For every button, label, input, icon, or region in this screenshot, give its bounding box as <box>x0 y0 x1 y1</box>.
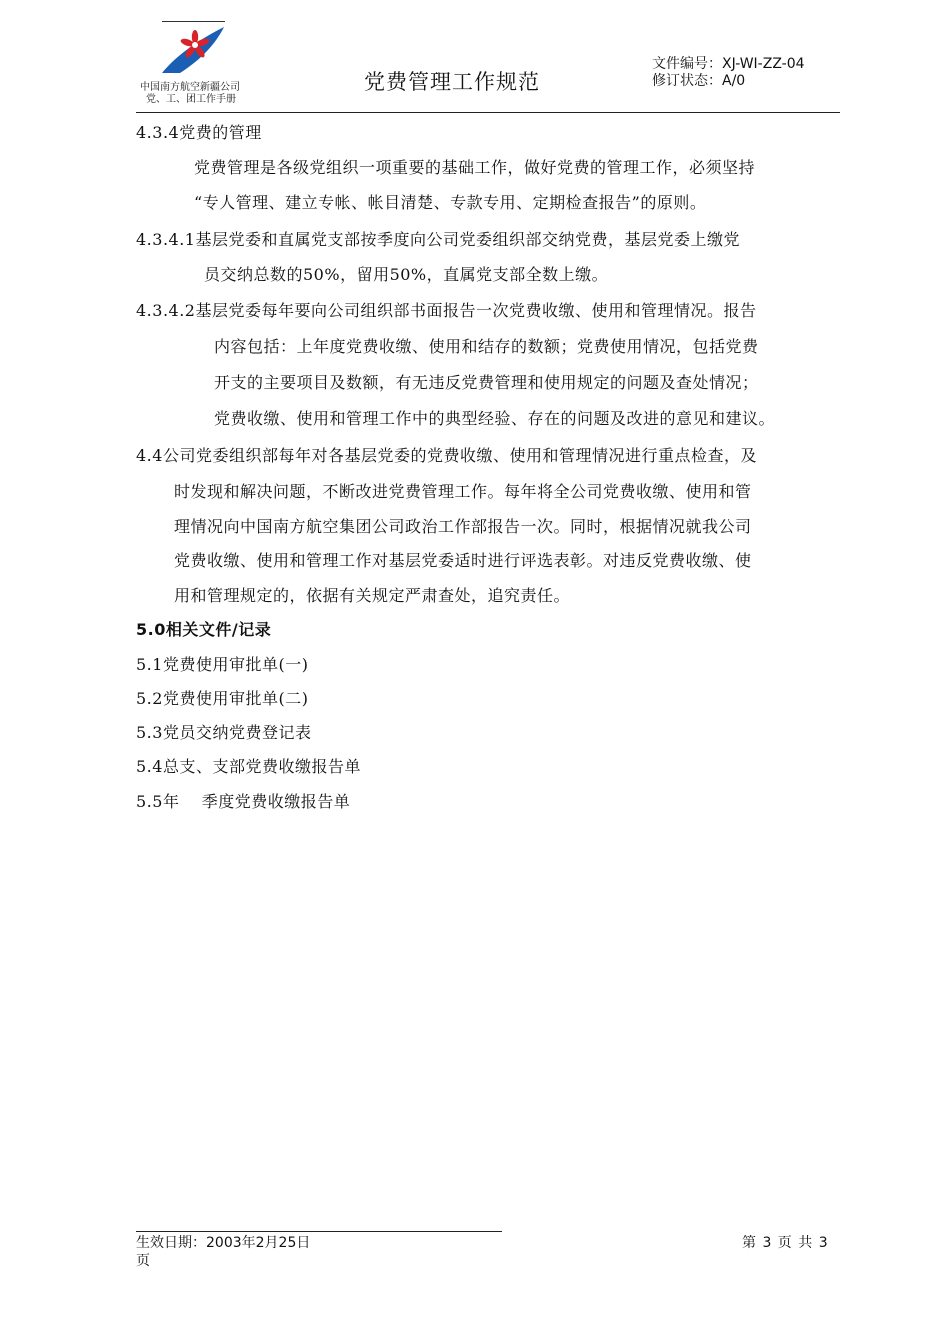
page-info: 第 3 页 共 3 <box>742 1235 829 1251</box>
company-name <box>140 82 240 106</box>
paragraph-line: 内容包括：上年度党费收缴、使用和结存的数额；党费使用情况，包括党费 <box>214 337 759 356</box>
paragraph-line: 理情况向中国南方航空集团公司政治工作部报告一次。同时，根据情况就我公司 <box>174 517 752 536</box>
header-rule <box>136 112 840 113</box>
record-item: 5.4总支、支部党费收缴报告单 <box>136 757 361 776</box>
paragraph-line: 党费管理是各级党组织一项重要的基础工作，做好党费的管理工作，必须坚持 <box>194 158 756 177</box>
record-item: 5.3党员交纳党费登记表 <box>136 723 312 742</box>
paragraph-line: 员交纳总数的50%，留用50%，直属党支部全数上缴。 <box>204 265 609 284</box>
section-heading-4-3-4: 4.3.4党费的管理 <box>136 123 262 142</box>
company-line-2: 党、工、团工作手册 <box>146 94 236 105</box>
paragraph-line: 用和管理规定的，依据有关规定严肃查处，追究责任。 <box>174 586 571 605</box>
record-item: 5.1党费使用审批单(一) <box>136 655 309 674</box>
company-line-1: 中国南方航空新疆公司 <box>140 82 240 93</box>
paragraph-line: 开支的主要项目及数额，有无违反党费管理和使用规定的问题及查处情况； <box>214 373 759 392</box>
doc-number: 文件编号：XJ-WI-ZZ-04 <box>652 56 805 72</box>
paragraph-line: “专人管理、建立专帐、帐目清楚、专款专用、定期检查报告”的原则。 <box>194 193 707 212</box>
clause-4-3-4-2: 4.3.4.2基层党委每年要向公司组织部书面报告一次党费收缴、使用和管理情况。报告 <box>136 301 757 320</box>
document-title: 党费管理工作规范 <box>364 70 540 94</box>
record-item: 5.2党费使用审批单(二) <box>136 689 309 708</box>
paragraph-line: 时发现和解决问题，不断改进党费管理工作。每年将全公司党费收缴、使用和管 <box>174 482 752 501</box>
paragraph-line: 党费收缴、使用和管理工作中的典型经验、存在的问题及改进的意见和建议。 <box>214 409 776 428</box>
clause-4-3-4-1: 4.3.4.1基层党委和直属党支部按季度向公司党委组织部交纳党费，基层党委上缴党 <box>136 230 740 249</box>
clause-4-4: 4.4公司党委组织部每年对各基层党委的党费收缴、使用和管理情况进行重点检查，及 <box>136 446 757 465</box>
kapok-flower-logo-icon <box>158 23 228 75</box>
logo-top-rule <box>162 21 225 22</box>
revision-status: 修订状态：A/0 <box>652 73 746 89</box>
section-heading-5-0: 5.0相关文件/记录 <box>136 620 272 639</box>
paragraph-line: 党费收缴、使用和管理工作对基层党委适时进行评选表彰。对违反党费收缴、使 <box>174 551 752 570</box>
effective-date: 生效日期：2003年2月25日 <box>136 1235 311 1251</box>
page-suffix: 页 <box>136 1253 150 1269</box>
document-meta <box>652 56 805 90</box>
record-item: 5.5年 季度党费收缴报告单 <box>136 792 351 811</box>
